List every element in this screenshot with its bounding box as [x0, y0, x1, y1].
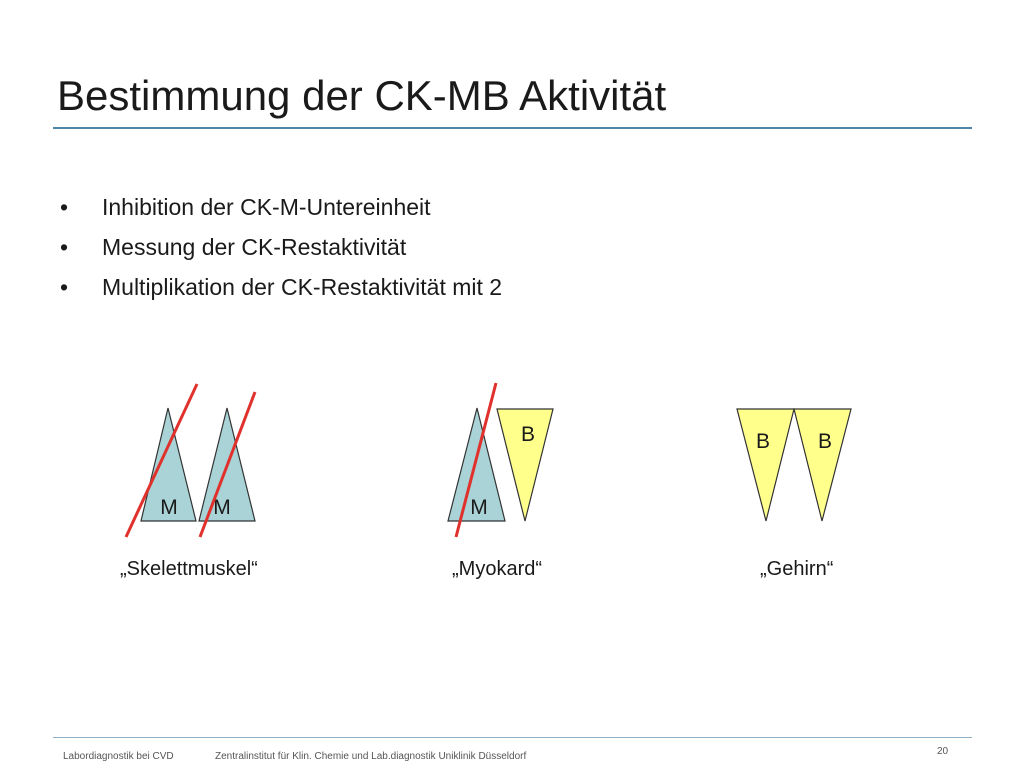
subunit-letter: B [817, 430, 833, 453]
subunit-letter: M [470, 496, 488, 519]
slide-title: Bestimmung der CK-MB Aktivität [57, 72, 667, 119]
subunit-letter: M [213, 496, 231, 519]
subunit-letter: M [160, 496, 178, 519]
footer-course: Labordiagnostik bei CVD [63, 751, 174, 762]
page-number: 20 [937, 746, 949, 757]
footer-divider [53, 737, 972, 738]
group-label-skelettmuskel: „Skelettmuskel“ [120, 558, 258, 580]
subunit-letter: B [520, 423, 536, 446]
footer-institute: Zentralinstitut für Klin. Chemie und Lab.diagnostik Uniklinik Düsseldorf [215, 751, 527, 762]
group-label-myokard: „Myokard“ [452, 558, 543, 580]
bullet-text: Messung der CK-Restaktivität [102, 234, 407, 260]
bullet-dot: • [60, 274, 69, 300]
bullet-dot: • [60, 194, 69, 220]
b-subunit-triangle [737, 409, 794, 521]
group-label-gehirn: „Gehirn“ [760, 558, 834, 580]
bullet-dot: • [60, 234, 69, 260]
bullet-text: Inhibition der CK-M-Untereinheit [102, 194, 431, 220]
b-subunit-triangle [794, 409, 851, 521]
bullet-text: Multiplikation der CK-Restaktivität mit 2 [102, 274, 503, 300]
subunit-letter: B [755, 430, 771, 453]
